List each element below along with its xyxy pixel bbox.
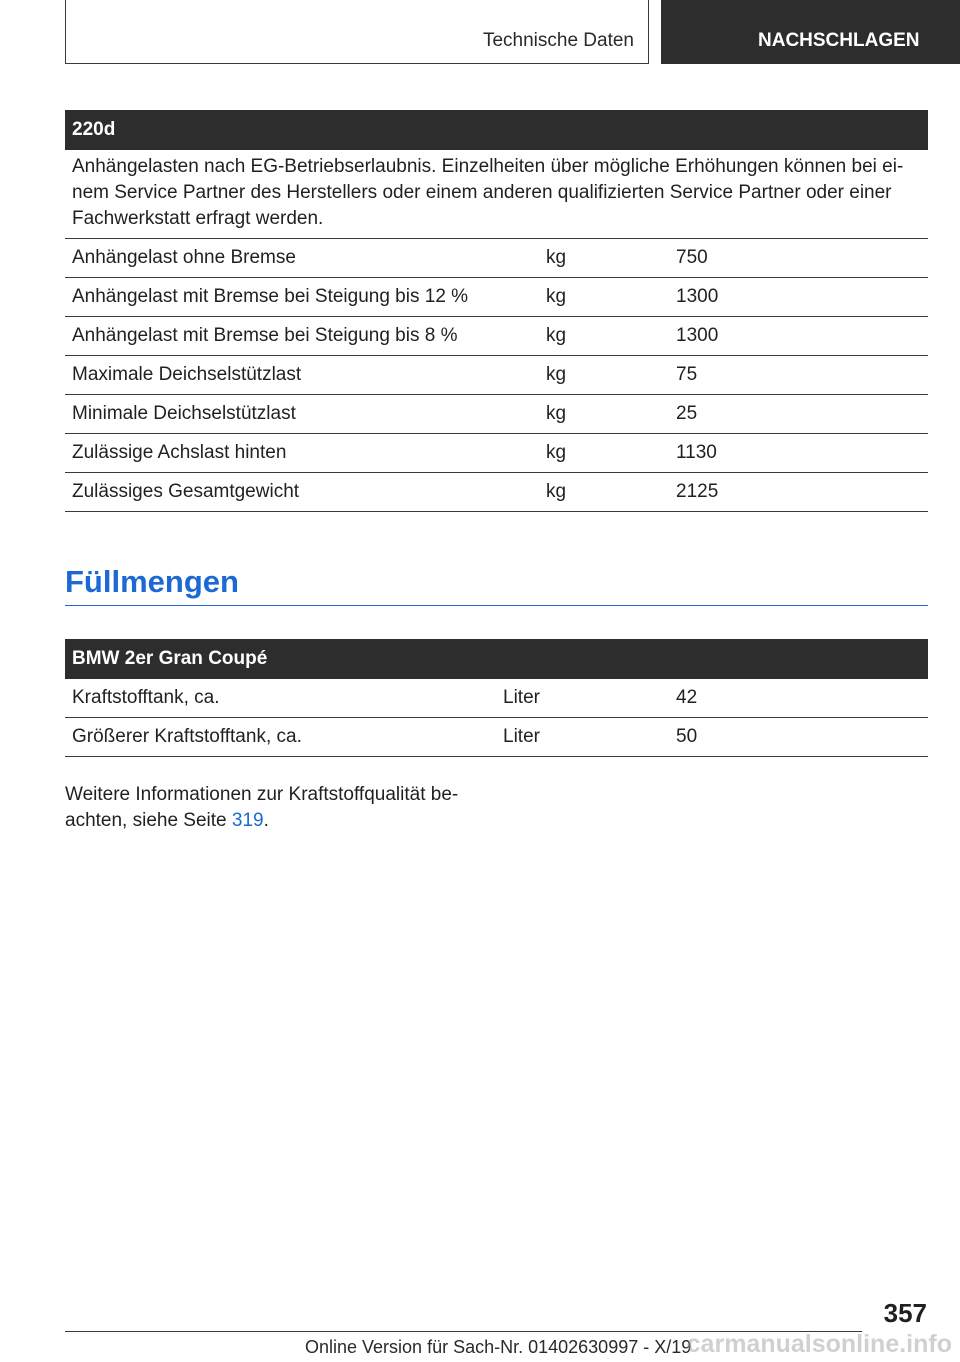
header-section-tab — [65, 0, 649, 64]
table-row — [65, 356, 928, 395]
capacity-table — [65, 639, 928, 757]
header-section-title: Technische Daten — [482, 30, 634, 51]
header-chapter-tab — [661, 0, 960, 64]
footer-text: Online Version für Sach-Nr. 01402630997 - X/19 — [305, 1337, 692, 1357]
table-row — [65, 239, 928, 278]
row-value: 2125 — [669, 473, 928, 512]
table-row — [65, 278, 928, 317]
header-chapter-title: NACHSCHLAGEN — [758, 30, 920, 51]
row-label: Zulässige Achslast hinten — [65, 434, 539, 473]
row-value: 25 — [669, 395, 928, 434]
row-unit: Liter — [496, 679, 669, 718]
section-divider — [65, 605, 928, 606]
row-unit: kg — [539, 356, 669, 395]
row-unit: kg — [539, 434, 669, 473]
page-number: 357 — [883, 1298, 927, 1328]
row-value: 1300 — [669, 278, 928, 317]
row-label: Größerer Kraftstofftank, ca. — [65, 718, 496, 757]
section-title: Füllmengen — [65, 564, 239, 599]
trailer-table-note: Anhängelasten nach EG-Betriebserlaubnis. Einzelheiten über mögliche Erhöhungen können bei ei-nem Service Partner des Herstellers oder einem anderen qualifizierten Service Partner oder einer Fachwerkstatt erfragt werden. — [65, 150, 928, 239]
row-label: Anhängelast mit Bremse bei Steigung bis 8 % — [65, 317, 539, 356]
trailer-load-table — [65, 110, 928, 512]
row-label: Minimale Deichselstützlast — [65, 395, 539, 434]
row-value: 42 — [669, 679, 928, 718]
fuel-quality-text-end: . — [263, 810, 269, 831]
row-label: Anhängelast mit Bremse bei Steigung bis 12 % — [65, 278, 539, 317]
table-header-row — [65, 639, 928, 679]
row-label: Anhängelast ohne Bremse — [65, 239, 539, 278]
fuel-quality-note — [65, 782, 475, 834]
row-unit: Liter — [496, 718, 669, 757]
capacity-table-title: BMW 2er Gran Coupé — [65, 639, 928, 679]
row-unit: kg — [539, 473, 669, 512]
table-note-row — [65, 150, 928, 239]
row-value: 1130 — [669, 434, 928, 473]
page-reference-link[interactable]: 319 — [231, 810, 264, 831]
row-unit: kg — [539, 278, 669, 317]
table-row — [65, 395, 928, 434]
row-unit: kg — [539, 317, 669, 356]
row-value: 750 — [669, 239, 928, 278]
row-label: Kraftstofftank, ca. — [65, 679, 496, 718]
table-row — [65, 718, 928, 757]
trailer-table-title: 220d — [65, 110, 928, 150]
row-unit: kg — [539, 395, 669, 434]
row-label: Zulässiges Gesamtgewicht — [65, 473, 539, 512]
table-row — [65, 317, 928, 356]
row-unit: kg — [539, 239, 669, 278]
row-value: 50 — [669, 718, 928, 757]
table-row — [65, 679, 928, 718]
watermark: carmanualsonline.info — [686, 1330, 952, 1358]
fuel-quality-text: Weitere Informationen zur Kraftstoffqualität be-achten, siehe Seite — [65, 784, 459, 831]
row-value: 1300 — [669, 317, 928, 356]
table-header-row — [65, 110, 928, 150]
row-label: Maximale Deichselstützlast — [65, 356, 539, 395]
row-value: 75 — [669, 356, 928, 395]
table-row — [65, 473, 928, 512]
table-row — [65, 434, 928, 473]
